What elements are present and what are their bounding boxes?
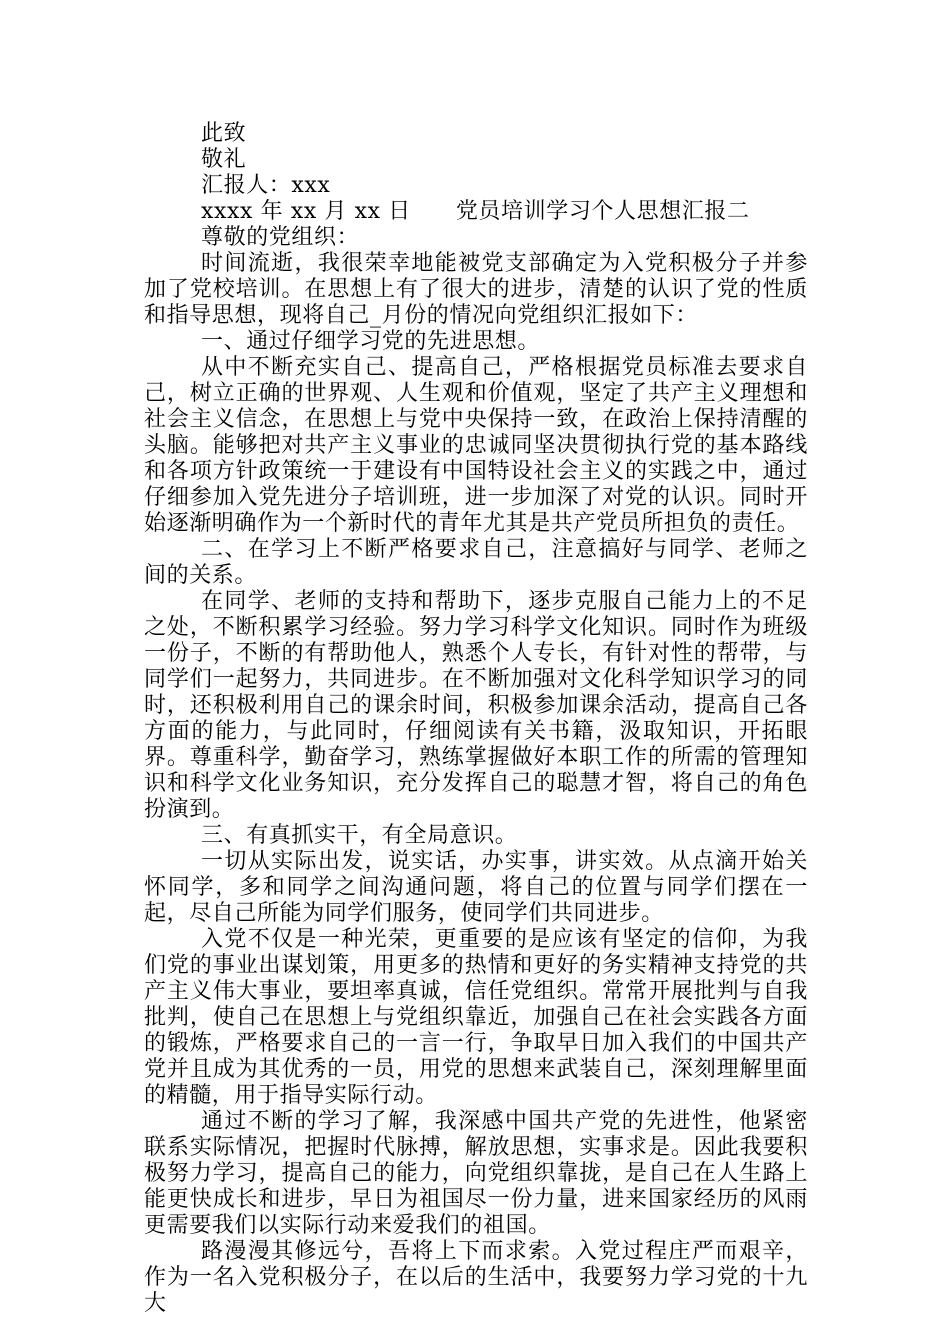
- salutation: 尊敬的党组织：: [201, 225, 360, 250]
- section-heading-1: 一、通过仔细学习党的先进思想。: [201, 329, 541, 354]
- report-title: 党员培训学习个人思想汇报二: [455, 199, 750, 224]
- date-title-line: [144, 199, 808, 225]
- paragraph-5: 入党不仅是一种光荣，更重要的是应该有坚定的信仰，为我们党的事业出谋划策，用更多的热情和更好的务实精神支持党的共产主义伟大事业，要坦率真诚，信任党组织。常常开展批判与自我批判，使自己在思想上与党组织靠近，加强自己在社会实践各方面的锻炼，严格要求自己的一言一行，争取早日加入我们的中国共产党并且成为其优秀的一员，用党的思想来武装自己，深刻理解里面的精髓，用于指导实际行动。: [144, 927, 808, 1108]
- reporter-line: 汇报人：xxx: [201, 173, 331, 198]
- paragraph-6: 通过不断的学习了解，我深感中国共产党的先进性，他紧密联系实际情况，把握时代脉搏，解放思想，实事求是。因此我要积极努力学习，提高自己的能力，向党组织靠拢，是自己在人生路上能更快成长和进步，早日为祖国尽一份力量，进来国家经历的风雨更需要我们以实际行动来爱我们的祖国。: [144, 1109, 808, 1238]
- paragraph-3: 在同学、老师的支持和帮助下，逐步克服自己能力上的不足之处，不断积累学习经验。努力学习科学文化知识。同时作为班级一份子，不断的有帮助他人，熟悉个人专长，有针对性的帮带，与同学们一起努力，共同进步。在不断加强对文化科学知识学习的同时，还积极利用自己的课余时间，积极参加课余活动，提高自己各方面的能力，与此同时，仔细阅读有关书籍，汲取知识，开拓眼界。尊重科学，勤奋学习，熟练掌握做好本职工作的所需的管理知识和科学文化业务知识，充分发挥自己的聪慧才智，将自己的角色扮演到。: [144, 589, 808, 822]
- section-heading-3: 三、有真抓实干，有全局意识。: [201, 823, 518, 848]
- paragraph-7: 路漫漫其修远兮，吾将上下而求索。入党过程庄严而艰辛，作为一名入党积极分子，在以后的生活中，我要努力学习党的十九大: [144, 1239, 808, 1316]
- paragraph-4: 一切从实际出发，说实话，办实事，讲实效。从点滴开始关怀同学，多和同学之间沟通问题，将自己的位置与同学们摆在一起，尽自己所能为同学们服务，使同学们共同进步。: [144, 849, 808, 926]
- closing-line-2: 敬礼: [201, 147, 247, 172]
- document-body: [144, 121, 808, 1317]
- section-heading-2: 二、在学习上不断严格要求自己，注意搞好与同学、老师之间的关系。: [144, 537, 808, 588]
- paragraph-2: 从中不断充实自己、提高自己，严格根据党员标准去要求自己，树立正确的世界观、人生观和价值观，坚定了共产主义理想和社会主义信念，在思想上与党中央保持一致，在政治上保持清醒的头脑。能够把对共产主义事业的忠诚同坚决贯彻执行党的基本路线和各项方针政策统一于建设有中国特设社会主义的实践之中，通过仔细参加入党先进分子培训班，进一步加深了对党的认识。同时开始逐渐明确作为一个新时代的青年尤其是共产党员所担负的责任。: [144, 355, 808, 536]
- closing-line-1: 此致: [201, 121, 247, 146]
- report-date: xxxx 年 xx 月 xx 日: [201, 199, 411, 224]
- paragraph-1: 时间流逝，我很荣幸地能被党支部确定为入党积极分子并参加了党校培训。在思想上有了很大的进步，清楚的认识了党的性质和指导思想，现将自己_月份的情况向党组织汇报如下：: [144, 251, 808, 328]
